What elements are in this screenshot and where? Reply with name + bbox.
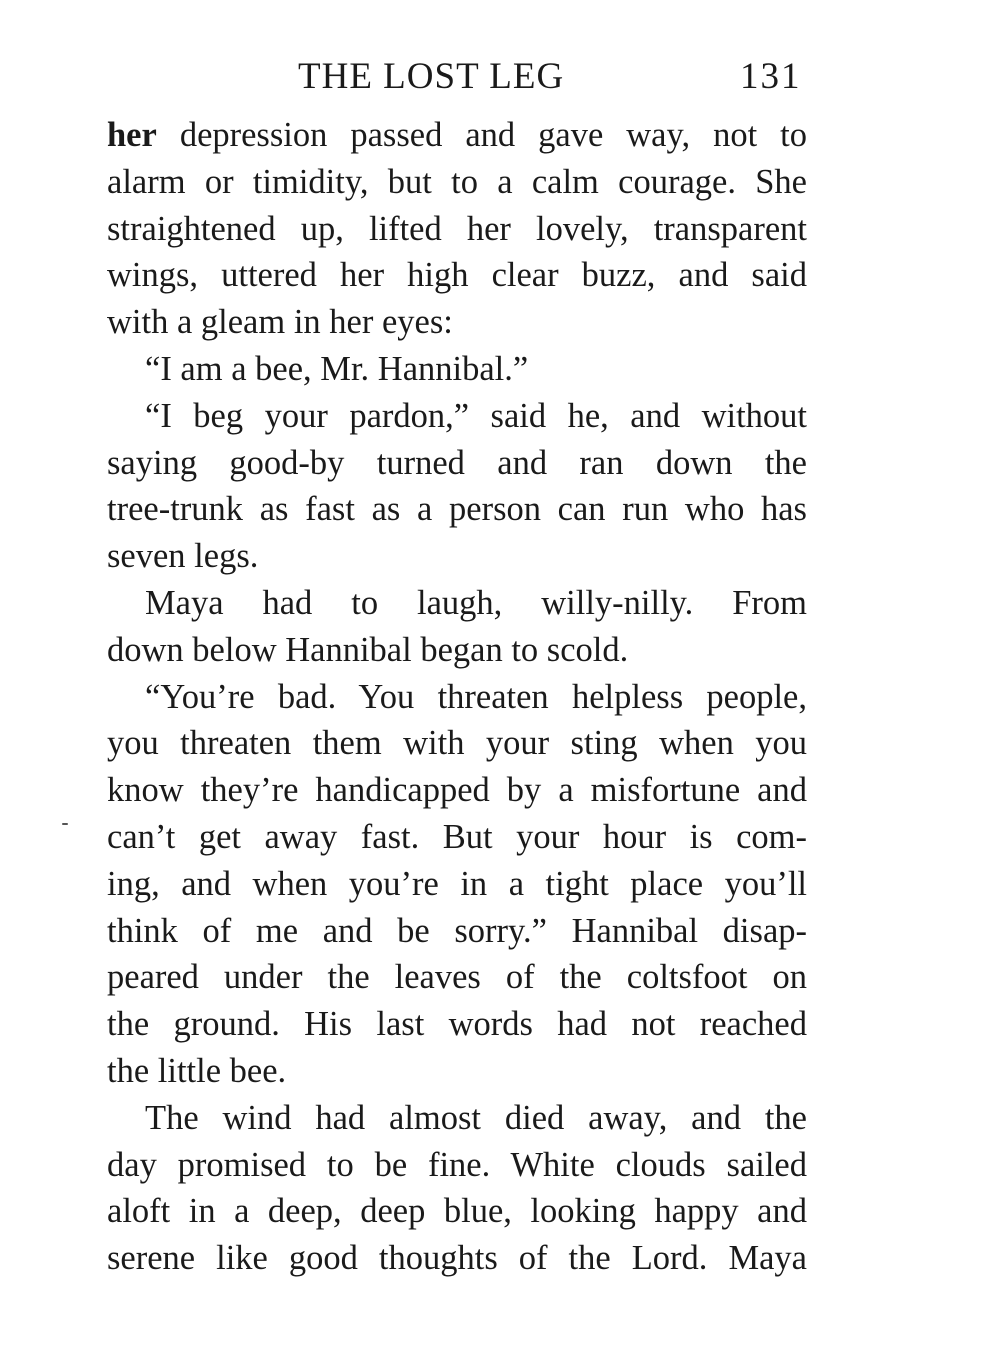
text-line: aloft in a deep, deep blue, looking happy and bbox=[107, 1192, 807, 1231]
text-line: “You’re bad. You threaten helpless people, bbox=[145, 677, 807, 716]
bold-lead-word: her bbox=[107, 116, 157, 154]
text-line: saying good-by turned and ran down the bbox=[107, 443, 807, 482]
text-line: “I am a bee, Mr. Hannibal.” bbox=[145, 349, 529, 388]
text-line: peared under the leaves of the coltsfoot on bbox=[107, 958, 807, 997]
text-line: the ground. His last words had not reached bbox=[107, 1005, 807, 1044]
body-text bbox=[107, 112, 807, 1282]
page-header bbox=[0, 52, 1000, 102]
text-line: tree-trunk as fast as a person can run who has bbox=[107, 490, 807, 529]
text-line: think of me and be sorry.” Hannibal disap- bbox=[107, 911, 807, 950]
text-line: straightened up, lifted her lovely, transparent bbox=[107, 209, 807, 248]
text-line: the little bee. bbox=[107, 1051, 287, 1090]
text-line: seven legs. bbox=[107, 537, 259, 576]
text-line bbox=[107, 112, 807, 159]
text-line: ing, and when you’re in a tight place you’ll bbox=[107, 864, 807, 903]
text-line: wings, uttered her high clear buzz, and said bbox=[107, 256, 807, 295]
text-line: can’t get away fast. But your hour is com- bbox=[107, 817, 807, 856]
text-line: Maya had to laugh, willy-nilly. From bbox=[145, 583, 807, 622]
page-number: 131 bbox=[740, 56, 802, 97]
scan-speck bbox=[62, 823, 68, 825]
text-line: alarm or timidity, but to a calm courage. She bbox=[107, 162, 807, 201]
text-line: The wind had almost died away, and the bbox=[145, 1098, 807, 1137]
text-line: serene like good thoughts of the Lord. Maya bbox=[107, 1239, 807, 1278]
text-line: know they’re handicapped by a misfortune and bbox=[107, 771, 807, 810]
running-head: THE LOST LEG bbox=[298, 56, 565, 97]
text-line: with a gleam in her eyes: bbox=[107, 303, 453, 342]
text-line: you threaten them with your sting when you bbox=[107, 724, 807, 763]
text-line: day promised to be fine. White clouds sailed bbox=[107, 1145, 807, 1184]
text-line: “I beg your pardon,” said he, and without bbox=[145, 396, 807, 435]
line-text: depression passed and gave way, not to bbox=[156, 116, 807, 154]
text-line: down below Hannibal began to scold. bbox=[107, 630, 629, 669]
